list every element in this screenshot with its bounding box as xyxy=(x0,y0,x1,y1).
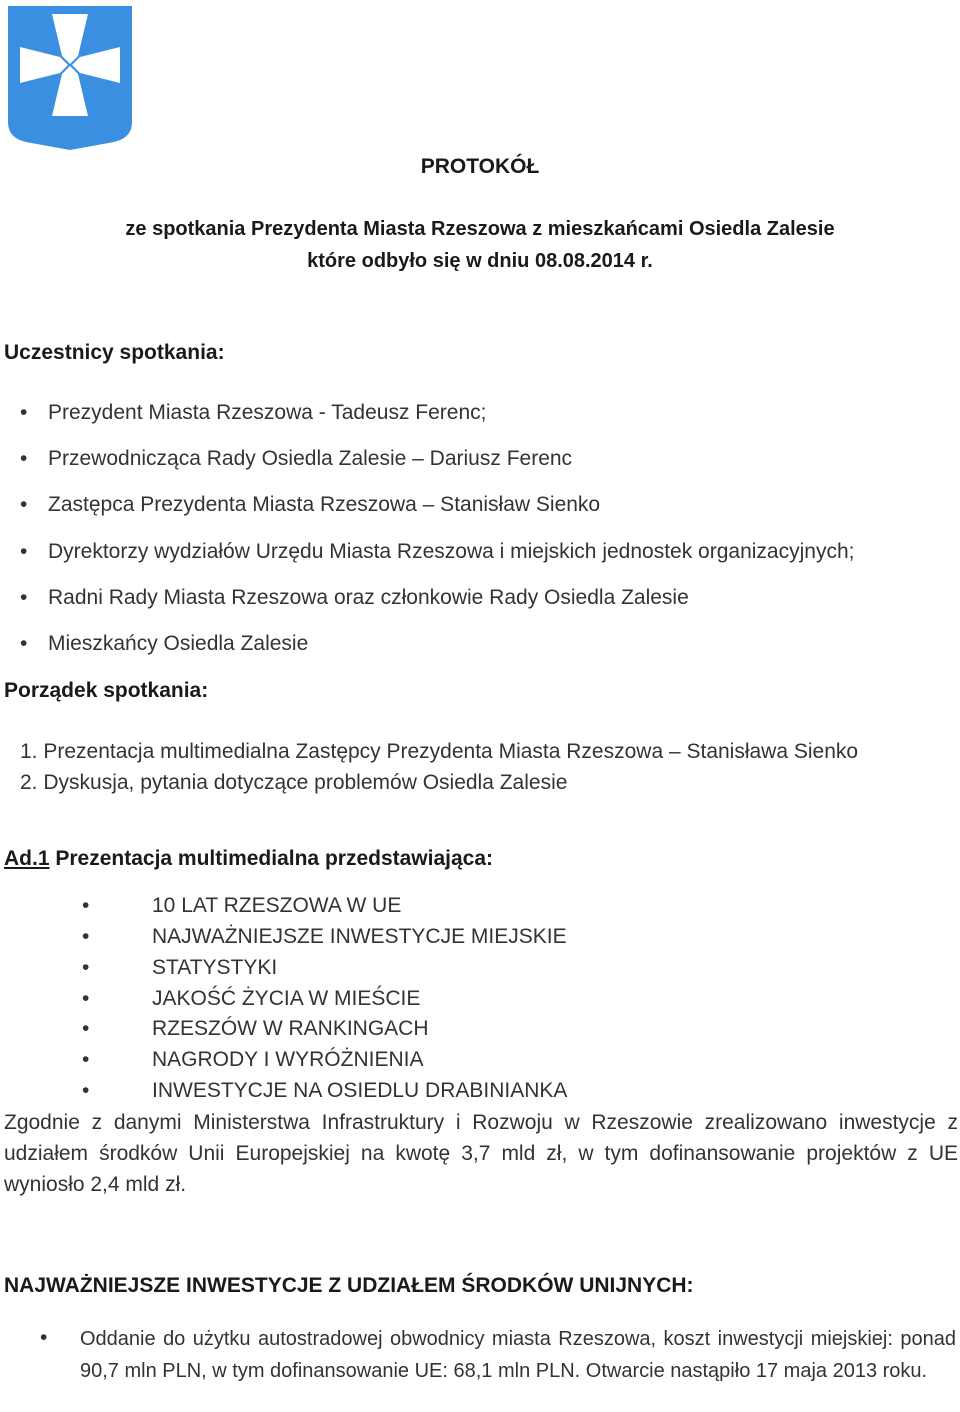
participant-item: • Radni Rady Miasta Rzeszowa oraz członkowie Rady Osiedla Zalesie xyxy=(20,586,689,609)
participant-item: • Dyrektorzy wydziałów Urzędu Miasta Rzeszowa i miejskich jednostek organizacyjnych; xyxy=(20,540,855,563)
investments-heading: NAJWAŻNIEJSZE INWESTYCJE Z UDZIAŁEM ŚRODKÓW UNIJNYCH: xyxy=(4,1274,694,1297)
bullet-icon: • xyxy=(82,1017,90,1040)
ad1-heading: Ad.1 Prezentacja multimedialna przedstawiająca: xyxy=(4,847,494,870)
investment-item: Oddanie do użytku autostradowej obwodnicy miasta Rzeszowa, koszt inwestycji miejskiej: ponad 90,7 mln PLN, w tym dofinansowanie UE: 68,1 mln PLN. Otwarcie nastąpiło 17 maja 2013 roku. xyxy=(80,1328,956,1382)
bullet-icon: • xyxy=(20,493,28,516)
bullet-icon: • xyxy=(82,1079,90,1102)
presentation-topic: • 10 LAT RZESZOWA W UE xyxy=(82,894,402,917)
presentation-topic: • NAJWAŻNIEJSZE INWESTYCJE MIEJSKIE xyxy=(82,925,567,948)
presentation-topic: • RZESZÓW W RANKINGACH xyxy=(82,1017,429,1040)
document-title: PROTOKÓŁ xyxy=(420,155,540,178)
presentation-topic: • NAGRODY I WYRÓŻNIENIA xyxy=(82,1048,424,1071)
bullet-icon: • xyxy=(20,447,28,470)
agenda-item: 2. Dyskusja, pytania dotyczące problemów Osiedla Zalesie xyxy=(20,771,568,794)
bullet-icon: • xyxy=(40,1326,48,1349)
participants-heading: Uczestnicy spotkania: xyxy=(4,341,225,364)
bullet-icon: • xyxy=(20,586,28,609)
agenda-heading: Porządek spotkania: xyxy=(4,679,209,702)
bullet-icon: • xyxy=(82,925,90,948)
bullet-icon: • xyxy=(20,540,28,563)
bullet-icon: • xyxy=(20,632,28,655)
bullet-icon: • xyxy=(82,987,90,1010)
subtitle-line-2: które odbyło się w dniu 08.08.2014 r. xyxy=(307,250,653,272)
participant-item: • Przewodnicząca Rady Osiedla Zalesie – Dariusz Ferenc xyxy=(20,447,573,470)
agenda-item: 1. Prezentacja multimedialna Zastępcy Prezydenta Miasta Rzeszowa – Stanisława Sienko xyxy=(20,740,859,763)
participant-item: • Prezydent Miasta Rzeszowa - Tadeusz Ferenc; xyxy=(20,401,487,424)
bullet-icon: • xyxy=(82,894,90,917)
presentation-topic: • INWESTYCJE NA OSIEDLU DRABINIANKA xyxy=(82,1079,568,1102)
coat-of-arms-logo xyxy=(6,4,134,150)
presentation-topic: • STATYSTYKI xyxy=(82,956,278,979)
participant-item: • Zastępca Prezydenta Miasta Rzeszowa – Stanisław Sienko xyxy=(20,493,601,516)
presentation-topic: • JAKOŚĆ ŻYCIA W MIEŚCIE xyxy=(82,987,421,1010)
eu-funds-paragraph: Zgodnie z danymi Ministerstwa Infrastruktury i Rozwoju w Rzeszowie zrealizowano inwestycje z udziałem środków Unii Europejskiej na kwotę 3,7 mld zł, w tym dofinansowanie projektów z UE wyniosło 2,4 mld zł. xyxy=(4,1111,958,1196)
subtitle-line-1: ze spotkania Prezydenta Miasta Rzeszowa z mieszkańcami Osiedla Zalesie xyxy=(125,218,835,240)
bullet-icon: • xyxy=(20,401,28,424)
bullet-icon: • xyxy=(82,956,90,979)
participant-item: • Mieszkańcy Osiedla Zalesie xyxy=(20,632,309,655)
bullet-icon: • xyxy=(82,1048,90,1071)
